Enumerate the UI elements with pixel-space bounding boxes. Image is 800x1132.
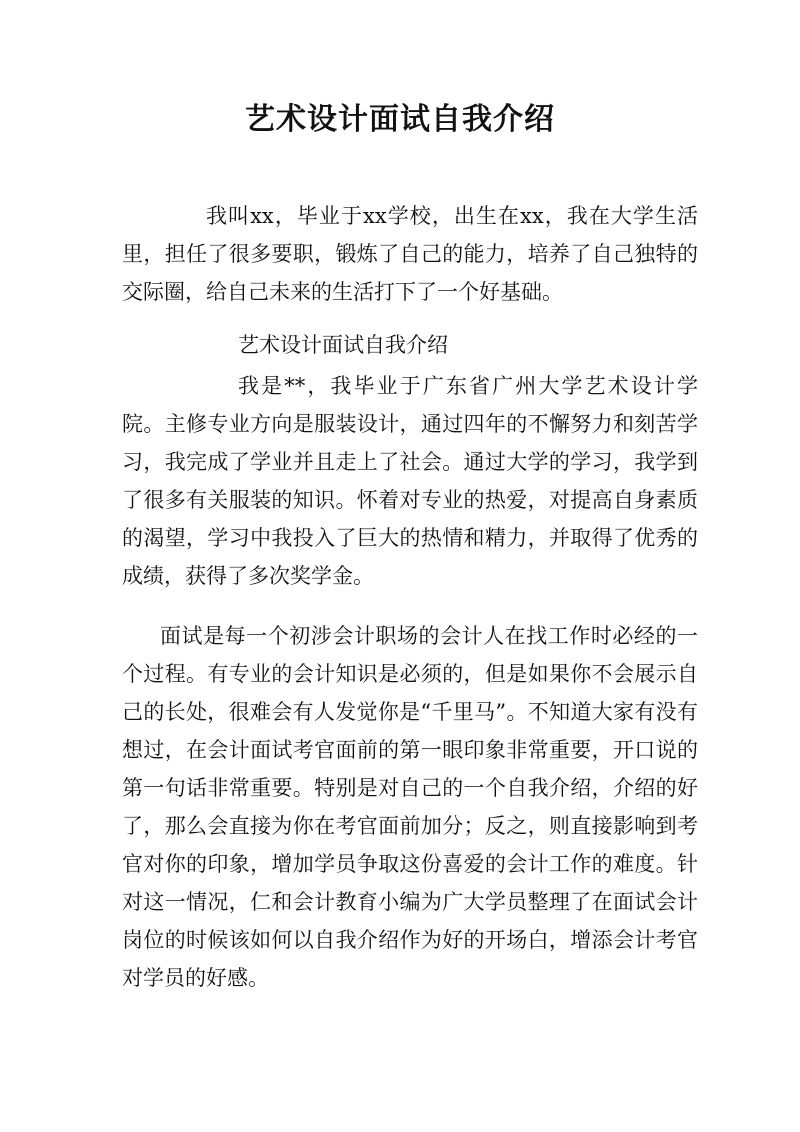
document-title: 艺术设计面试自我介绍	[245, 102, 555, 137]
paragraph-interview-advice: 面试是每一个初涉会计职场的会计人在找工作时必经的一个过程。有专业的会计知识是必须的，但是如果你不会展示自己的长处，很难会有人发觉你是“千里马”。不知道大家有没有想过，在会计面试考官面前的第一眼印象非常重要，开口说的第一句话非常重要。特别是对自己的一个自我介绍，介绍的好了，那么会直接为你在考官面前加分；反之，则直接影响到考官对你的印象，增加学员争取这份喜爱的会计工作的难度。针对这一情况，仁和会计教育小编为广大学员整理了在面试会计岗位的时候该如何以自我介绍作为好的开场白，增添会计考官对学员的好感。	[122, 624, 698, 990]
paragraph-self-introduction: 我是**，我毕业于广东省广州大学艺术设计学院。主修专业方向是服装设计，通过四年的不懈努力和刻苦学习，我完成了学业并且走上了社会。通过大学的学习，我学到了很多有关服装的知识。怀着对专业的热爱，对提高自身素质的渴望，学习中我投入了巨大的热情和精力，并取得了优秀的成绩，获得了多次奖学金。	[122, 374, 698, 588]
paragraph-intro: 我叫xx，毕业于xx学校，出生在xx，我在大学生活里，担任了很多要职，锻炼了自己的能力，培养了自己独特的交际圈，给自己未来的生活打下了一个好基础。	[122, 204, 698, 304]
subheading: 艺术设计面试自我介绍	[238, 333, 448, 357]
